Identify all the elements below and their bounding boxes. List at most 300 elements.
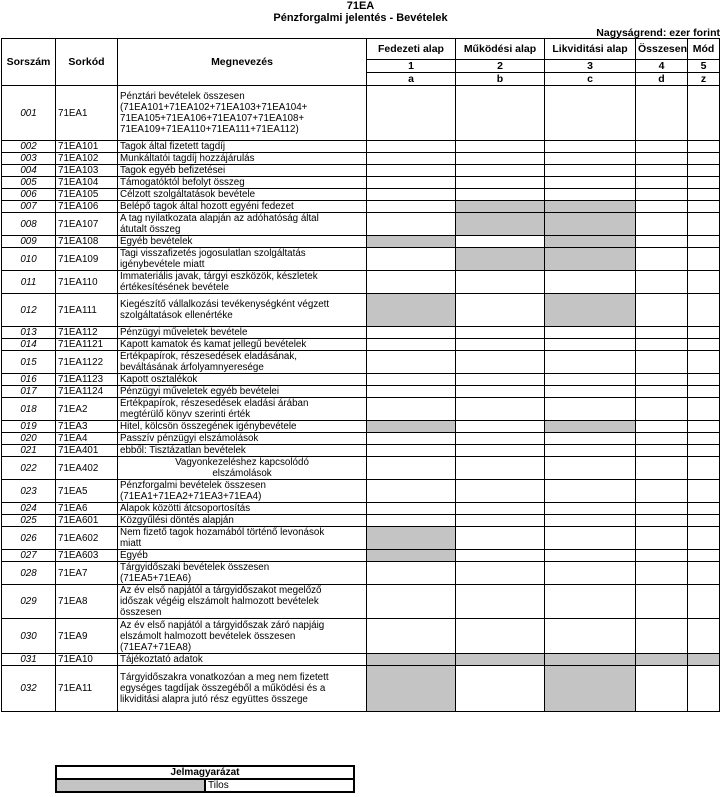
row-description: Vagyonkezeléshez kapcsolódó elszámolások [118,457,367,480]
value-cell[interactable] [456,339,545,351]
cell-tilos [545,421,636,433]
table-row [2,585,720,619]
row-code: 71EA601 [56,515,118,527]
cell-tilos [545,201,636,213]
value-cell[interactable] [688,421,720,433]
cell-tilos [367,654,456,666]
value-cell[interactable] [545,515,636,527]
value-cell[interactable] [545,550,636,562]
value-cell[interactable] [456,445,545,457]
value-cell[interactable] [367,515,456,527]
row-description: Értékpapírok, részesedések eladási árában megtérülő könyv szerinti érték [118,398,367,421]
table-row [2,562,720,585]
value-cell[interactable] [636,374,688,386]
report-title: Pénzforgalmi jelentés - Bevételek [273,12,448,24]
row-code: 71EA112 [56,327,118,339]
row-number: 031 [2,654,56,666]
table-row [2,515,720,527]
row-code: 71EA5 [56,480,118,503]
row-number: 027 [2,550,56,562]
value-cell[interactable] [456,141,545,153]
row-code: 71EA2 [56,398,118,421]
row-description: ebből: Tisztázatlan bevételek [118,445,367,457]
row-code: 71EA105 [56,189,118,201]
row-number: 006 [2,189,56,201]
row-number: 025 [2,515,56,527]
header-sorszam: Sorszám [2,39,56,86]
row-number: 029 [2,585,56,619]
table-row [2,386,720,398]
row-number: 020 [2,433,56,445]
header-col-number: 3 [545,60,636,73]
header-mukodesi-alap: Működési alap [456,39,545,60]
value-cell[interactable] [456,527,545,550]
row-code: 71EA106 [56,201,118,213]
value-cell[interactable] [636,433,688,445]
row-description: Immateriális javak, tárgyi eszközök, készletek értékesítésének bevétele [118,271,367,294]
value-cell[interactable] [456,457,545,480]
value-cell[interactable] [636,457,688,480]
value-cell[interactable] [456,165,545,177]
row-description: A tag nyilatkozata alapján az adóhatóság által átutalt összeg [118,213,367,236]
table-row [2,433,720,445]
legend-title: Jelmagyarázat [56,766,354,779]
table-row [2,201,720,213]
value-cell[interactable] [367,433,456,445]
value-cell[interactable] [367,153,456,165]
row-number: 013 [2,327,56,339]
value-cell[interactable] [456,153,545,165]
table-row [2,457,720,480]
value-cell[interactable] [636,339,688,351]
row-code: 71EA103 [56,165,118,177]
value-cell[interactable] [456,189,545,201]
cell-tilos [367,421,456,433]
header-col-letter: z [688,73,720,86]
value-cell[interactable] [636,86,688,141]
row-number: 019 [2,421,56,433]
row-code: 71EA104 [56,177,118,189]
legend-tilos-swatch [56,779,205,792]
value-cell[interactable] [636,666,688,712]
value-cell[interactable] [636,480,688,503]
value-cell[interactable] [636,398,688,421]
header-col-number: 2 [456,60,545,73]
value-cell[interactable] [545,339,636,351]
row-code: 71EA1123 [56,374,118,386]
cell-tilos [636,654,688,666]
header-col-number: 5 [688,60,720,73]
header-osszesen: Összesen [636,39,688,60]
row-description: Tárgyidőszakra vonatkozóan a meg nem fizetett egységes tagdíjak összegéből a működési és a likviditási alapra jutó rész együttes összege [118,666,367,712]
table-row [2,351,720,374]
row-code: 71EA101 [56,141,118,153]
value-cell[interactable] [456,515,545,527]
cell-tilos [367,294,456,327]
row-code: 71EA8 [56,585,118,619]
value-cell[interactable] [456,86,545,141]
row-code: 71EA111 [56,294,118,327]
value-cell[interactable] [545,141,636,153]
row-code: 71EA1124 [56,386,118,398]
value-cell[interactable] [688,527,720,550]
cell-tilos [367,527,456,550]
value-cell[interactable] [636,177,688,189]
value-cell[interactable] [545,386,636,398]
value-cell[interactable] [367,585,456,619]
row-number: 010 [2,248,56,271]
row-description: Az év első napjától a tárgyidőszakot megelőző időszak végéig elszámolt halmozott bevételek összesen [118,585,367,619]
value-cell[interactable] [367,271,456,294]
cell-tilos [545,654,636,666]
row-description: Kapott kamatok és kamat jellegű bevételek [118,339,367,351]
value-cell[interactable] [367,445,456,457]
value-cell[interactable] [367,619,456,654]
value-cell[interactable] [456,503,545,515]
value-cell[interactable] [456,398,545,421]
table-row [2,189,720,201]
cell-tilos [545,666,636,712]
cell-tilos [367,550,456,562]
value-cell[interactable] [636,327,688,339]
value-cell[interactable] [636,248,688,271]
value-cell[interactable] [688,585,720,619]
row-description: Egyéb [118,550,367,562]
value-cell[interactable] [688,386,720,398]
value-cell[interactable] [688,153,720,165]
value-cell[interactable] [545,480,636,503]
row-description: Nem fizető tagok hozamából történő levonások miatt [118,527,367,550]
value-cell[interactable] [636,527,688,550]
table-row [2,177,720,189]
value-cell[interactable] [688,550,720,562]
table-row [2,445,720,457]
cell-tilos [367,236,456,248]
value-cell[interactable] [456,386,545,398]
value-cell[interactable] [688,503,720,515]
table-row [2,294,720,327]
row-number: 018 [2,398,56,421]
value-cell[interactable] [545,189,636,201]
row-description: Tagi visszafizetés jogosulatlan szolgáltatás igénybevétele miatt [118,248,367,271]
value-cell[interactable] [367,562,456,585]
value-cell[interactable] [367,141,456,153]
row-code: 71EA102 [56,153,118,165]
value-cell[interactable] [545,374,636,386]
value-cell[interactable] [688,398,720,421]
value-cell[interactable] [636,550,688,562]
value-cell[interactable] [688,619,720,654]
header-col-letter: b [456,73,545,86]
value-cell[interactable] [545,153,636,165]
value-cell[interactable] [636,515,688,527]
value-cell[interactable] [688,374,720,386]
header-mod: Mód [688,39,720,60]
row-code: 71EA109 [56,248,118,271]
value-cell[interactable] [545,86,636,141]
value-cell[interactable] [367,351,456,374]
table-row [2,86,720,141]
value-cell[interactable] [456,619,545,654]
value-cell[interactable] [545,619,636,654]
value-cell[interactable] [545,165,636,177]
value-cell[interactable] [688,480,720,503]
value-cell[interactable] [688,141,720,153]
header-fedezeti-alap: Fedezeti alap [367,39,456,60]
value-cell[interactable] [688,294,720,327]
value-cell[interactable] [636,562,688,585]
value-cell[interactable] [545,327,636,339]
table-row [2,339,720,351]
row-code: 71EA602 [56,527,118,550]
value-cell[interactable] [456,585,545,619]
value-cell[interactable] [545,398,636,421]
cell-tilos [545,294,636,327]
value-cell[interactable] [688,457,720,480]
value-cell[interactable] [636,445,688,457]
report-code: 71EA [346,0,375,12]
unit-note: Nagyságrend: ezer forint [596,27,720,39]
row-description: Tájékoztató adatok [118,654,367,666]
table-body [2,86,720,712]
value-cell[interactable] [367,374,456,386]
cell-tilos [367,666,456,712]
value-cell[interactable] [688,271,720,294]
row-code: 71EA401 [56,445,118,457]
table-row [2,165,720,177]
row-number: 021 [2,445,56,457]
value-cell[interactable] [367,339,456,351]
value-cell[interactable] [636,165,688,177]
value-cell[interactable] [367,189,456,201]
row-description: Tagok által fizetett tagdíj [118,141,367,153]
row-description: Értékpapírok, részesedések eladásának, beváltásának árfolyamnyeresége [118,351,367,374]
value-cell[interactable] [367,86,456,141]
header-col-number: 4 [636,60,688,73]
value-cell[interactable] [367,201,456,213]
legend-tilos-label: Tilos [205,779,354,792]
value-cell[interactable] [367,386,456,398]
row-number: 026 [2,527,56,550]
row-code: 71EA1 [56,86,118,141]
value-cell[interactable] [545,562,636,585]
table-row [2,398,720,421]
row-description: Egyéb bevételek [118,236,367,248]
row-number: 007 [2,201,56,213]
row-code: 71EA3 [56,421,118,433]
cell-tilos [545,248,636,271]
value-cell[interactable] [367,480,456,503]
value-cell[interactable] [636,213,688,236]
value-cell[interactable] [545,457,636,480]
value-cell[interactable] [456,433,545,445]
row-description: Tárgyidőszaki bevételek összesen (71EA5+71EA6) [118,562,367,585]
cell-tilos [456,654,545,666]
value-cell[interactable] [545,433,636,445]
value-cell[interactable] [367,327,456,339]
row-description: Támogatóktól befolyt összeg [118,177,367,189]
value-cell[interactable] [456,374,545,386]
row-code: 71EA1121 [56,339,118,351]
row-code: 71EA10 [56,654,118,666]
value-cell[interactable] [688,165,720,177]
value-cell[interactable] [636,189,688,201]
value-cell[interactable] [688,213,720,236]
row-code: 71EA402 [56,457,118,480]
value-cell[interactable] [367,398,456,421]
table-row [2,550,720,562]
value-cell[interactable] [688,666,720,712]
row-description: Kiegészítő vállalkozási tevékenységként végzett szolgáltatások ellenértéke [118,294,367,327]
value-cell[interactable] [367,457,456,480]
row-number: 009 [2,236,56,248]
header-sorkod: Sorkód [56,39,118,86]
row-number: 032 [2,666,56,712]
row-number: 016 [2,374,56,386]
value-cell[interactable] [688,327,720,339]
value-cell[interactable] [545,527,636,550]
value-cell[interactable] [688,515,720,527]
value-cell[interactable] [456,327,545,339]
table-row [2,327,720,339]
row-number: 002 [2,141,56,153]
row-description: Passzív pénzügyi elszámolások [118,433,367,445]
cell-tilos [545,213,636,236]
row-description: Pénztári bevételek összesen (71EA101+71EA102+71EA103+71EA104+ 71EA105+71EA106+71EA107+71EA108+ 71EA109+71EA110+71EA111+71EA112) [118,86,367,141]
value-cell[interactable] [636,503,688,515]
row-number: 011 [2,271,56,294]
table-row [2,236,720,248]
header-col-number: 1 [367,60,456,73]
value-cell[interactable] [545,503,636,515]
row-description: Alapok közötti átcsoportosítás [118,503,367,515]
row-description: Hitel, kölcsön összegének igénybevétele [118,421,367,433]
value-cell[interactable] [367,177,456,189]
value-cell[interactable] [456,294,545,327]
value-cell[interactable] [636,351,688,374]
value-cell[interactable] [456,421,545,433]
row-number: 022 [2,457,56,480]
cell-tilos [545,236,636,248]
cell-tilos [688,654,720,666]
value-cell[interactable] [636,294,688,327]
value-cell[interactable] [545,585,636,619]
table-row [2,654,720,666]
value-cell[interactable] [688,201,720,213]
value-cell[interactable] [636,421,688,433]
value-cell[interactable] [545,445,636,457]
row-code: 71EA110 [56,271,118,294]
value-cell[interactable] [367,165,456,177]
value-cell[interactable] [688,339,720,351]
value-cell[interactable] [688,433,720,445]
row-number: 008 [2,213,56,236]
value-cell[interactable] [456,562,545,585]
row-code: 71EA6 [56,503,118,515]
row-code: 71EA108 [56,236,118,248]
row-code: 71EA9 [56,619,118,654]
value-cell[interactable] [688,86,720,141]
value-cell[interactable] [688,177,720,189]
legend [55,765,355,793]
value-cell[interactable] [456,351,545,374]
row-description: Célzott szolgáltatások bevétele [118,189,367,201]
value-cell[interactable] [688,351,720,374]
value-cell[interactable] [456,480,545,503]
value-cell[interactable] [367,213,456,236]
row-code: 71EA11 [56,666,118,712]
value-cell[interactable] [545,351,636,374]
value-cell[interactable] [688,189,720,201]
cell-tilos [456,213,545,236]
table-row [2,503,720,515]
row-code: 71EA1122 [56,351,118,374]
value-cell[interactable] [688,445,720,457]
value-cell[interactable] [636,141,688,153]
value-cell[interactable] [636,271,688,294]
cell-tilos [456,248,545,271]
value-cell[interactable] [688,562,720,585]
row-number: 017 [2,386,56,398]
value-cell[interactable] [636,619,688,654]
row-description: Pénzügyi műveletek bevétele [118,327,367,339]
header-col-letter: d [636,73,688,86]
table-row [2,141,720,153]
table-row [2,421,720,433]
value-cell[interactable] [636,386,688,398]
value-cell[interactable] [636,153,688,165]
revenue-table [1,38,720,712]
row-number: 030 [2,619,56,654]
header-megnevezes: Megnevezés [118,39,367,86]
row-code: 71EA603 [56,550,118,562]
value-cell[interactable] [456,666,545,712]
row-number: 015 [2,351,56,374]
value-cell[interactable] [367,503,456,515]
header-col-letter: c [545,73,636,86]
value-cell[interactable] [456,236,545,248]
table-row [2,248,720,271]
row-number: 023 [2,480,56,503]
row-number: 005 [2,177,56,189]
row-number: 024 [2,503,56,515]
value-cell[interactable] [636,201,688,213]
value-cell[interactable] [456,271,545,294]
table-row [2,480,720,503]
row-number: 001 [2,86,56,141]
value-cell[interactable] [456,177,545,189]
table-row [2,527,720,550]
table-row [2,153,720,165]
table-row [2,271,720,294]
value-cell[interactable] [636,585,688,619]
value-cell[interactable] [636,236,688,248]
row-number: 012 [2,294,56,327]
value-cell[interactable] [688,248,720,271]
value-cell[interactable] [545,271,636,294]
value-cell[interactable] [367,248,456,271]
header-likviditasi-alap: Likviditási alap [545,39,636,60]
value-cell[interactable] [456,550,545,562]
row-code: 71EA7 [56,562,118,585]
row-code: 71EA4 [56,433,118,445]
value-cell[interactable] [545,177,636,189]
row-description: Kapott osztalékok [118,374,367,386]
row-description: Pénzforgalmi bevételek összesen (71EA1+71EA2+71EA3+71EA4) [118,480,367,503]
value-cell[interactable] [688,236,720,248]
row-description: Munkáltatói tagdíj hozzájárulás [118,153,367,165]
row-description: Közgyűlési döntés alapján [118,515,367,527]
